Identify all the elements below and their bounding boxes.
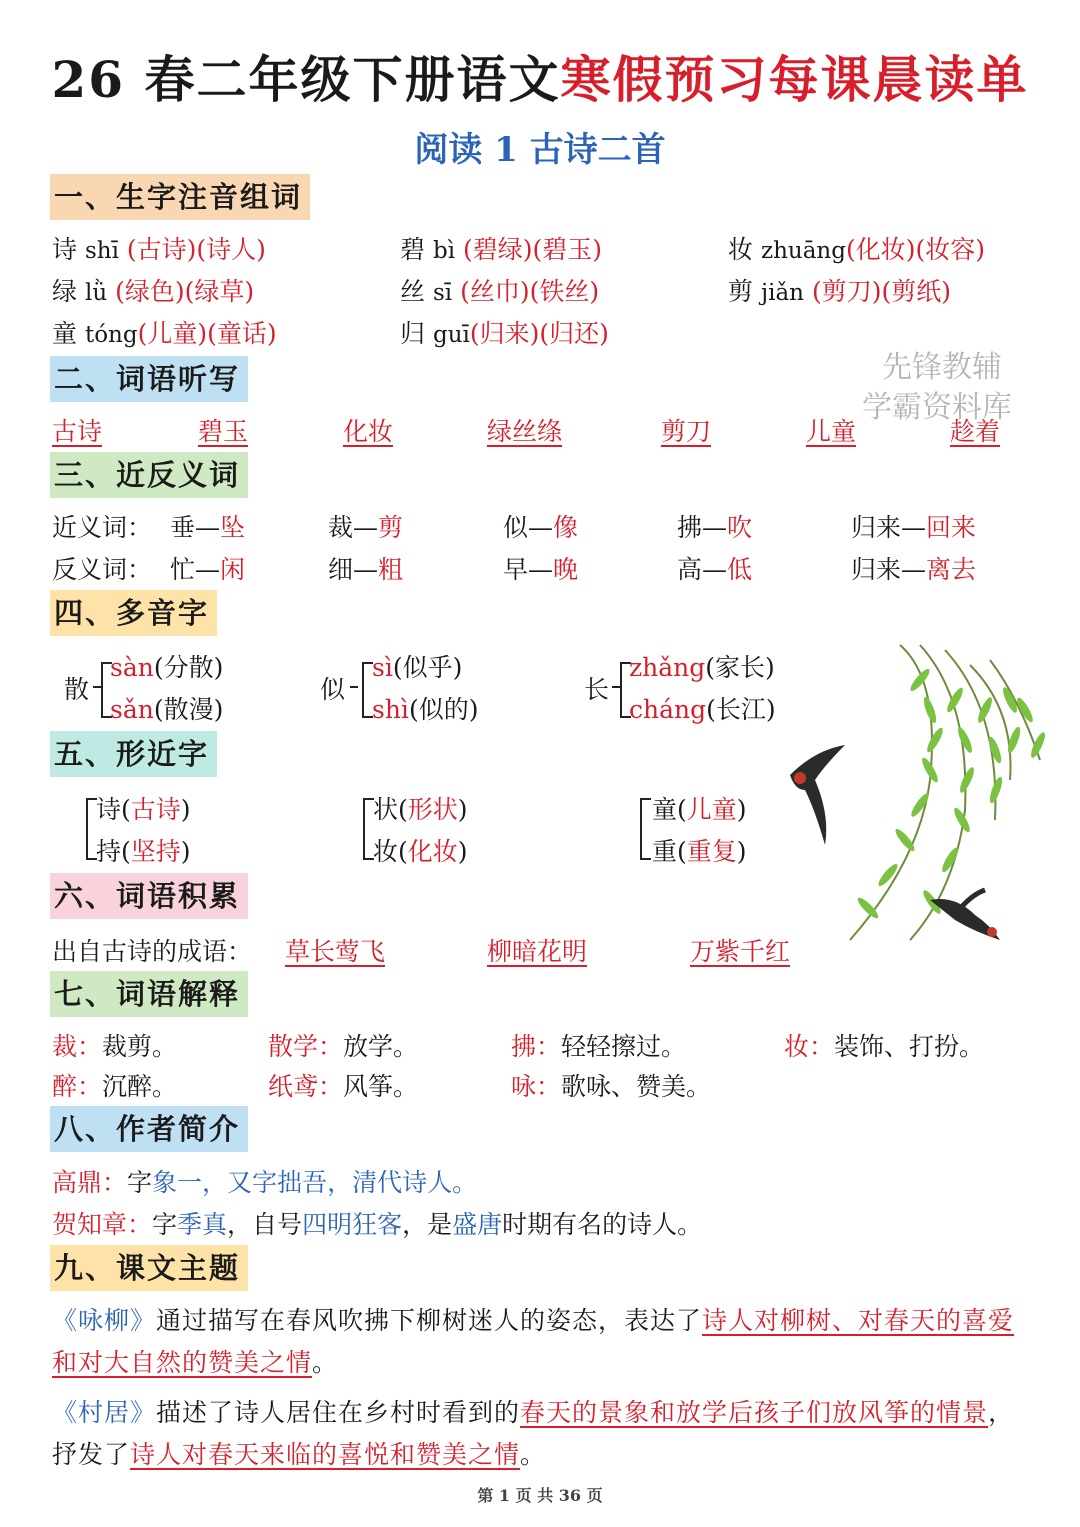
tingxie-word: 趁着: [950, 417, 1001, 446]
author-hezhizhang: 贺知章：字季真，自号四明狂客，是盛唐时期有名的诗人。: [52, 1210, 703, 1239]
tingxie-word: 剪刀: [661, 417, 712, 446]
duoyin-reading: cháng(长江): [629, 695, 776, 724]
section-2-heading: 二、词语听写: [50, 356, 248, 402]
page-number: 第 1 页 共 36 页: [477, 1486, 603, 1505]
section-5-heading: 五、形近字: [50, 731, 217, 777]
section-4-heading: 四、多音字: [50, 590, 217, 636]
chengyu-item: 柳暗花明: [487, 937, 588, 966]
section-8-heading: 八、作者简介: [50, 1106, 248, 1152]
chengyu-item: 万紫千红: [690, 937, 791, 966]
duoyin-reading: sàn(分散): [110, 653, 224, 682]
fanyi-pair: 忙—闲: [170, 555, 246, 584]
jieshi-item: 醉：沉醉。: [52, 1072, 178, 1101]
jilei-label: 出自古诗的成语：: [52, 937, 253, 966]
shengzi-item: 绿 lǜ (绿色)(绿草): [52, 277, 255, 306]
duoyin-reading: zhǎng(家长): [629, 653, 775, 682]
xingjin-item: 重(重复): [652, 837, 747, 866]
tingxie-word: 古诗: [52, 417, 103, 446]
section-6-heading: 六、词语积累: [50, 873, 248, 919]
theme-yongliu: 《咏柳》通过描写在春风吹拂下柳树迷人的姿态，表达了诗人对柳树、对春天的喜爱和对大自然的赞美之情。: [52, 1306, 1015, 1377]
xingjin-item: 状(形状): [373, 795, 468, 824]
shengzi-item: 诗 shī (古诗)(诗人): [52, 235, 266, 264]
tingxie-word: 儿童: [806, 417, 857, 446]
theme-cunju: 《村居》描述了诗人居住在乡村时看到的春天的景象和放学后孩子们放风筝的情景，抒发了诗人对春天来临的喜悦和赞美之情。: [52, 1398, 1015, 1469]
jieshi-item: 咏：歌咏、赞美。: [511, 1072, 712, 1101]
swallow-icon: [930, 890, 1000, 940]
swallow-icon: [790, 745, 845, 845]
jieshi-item: 拂：轻轻擦过。: [511, 1032, 687, 1061]
duoyin-reading: sǎn(散漫): [110, 695, 224, 724]
duoyin-reading: shì(似的): [372, 695, 479, 724]
page-title: [0, 40, 1080, 112]
shengzi-item: 丝 sī (丝巾)(铁丝): [400, 277, 600, 306]
xingjin-item: 持(坚持): [96, 837, 191, 866]
title-black: 26 春二年级下册语文: [51, 50, 561, 109]
jinyi-pair: 拂—吹: [677, 513, 753, 542]
watermark-line2: 学霸资料库: [862, 390, 1012, 425]
jieshi-item: 散学：放学。: [268, 1032, 419, 1061]
tingxie-word: 绿丝绦: [487, 417, 563, 446]
chengyu-item: 草长莺飞: [285, 937, 386, 966]
duoyin-char: 散: [64, 675, 90, 704]
shengzi-item: 碧 bì (碧绿)(碧玉): [400, 235, 603, 264]
duoyin-char: 长: [584, 675, 610, 704]
shengzi-item: 剪 jiǎn (剪刀)(剪纸): [728, 277, 951, 306]
duoyin-char: 似: [320, 675, 346, 704]
jieshi-item: 裁：裁剪。: [52, 1032, 178, 1061]
section-3-heading: 三、近反义词: [50, 452, 248, 498]
fanyi-label: 反义词：: [52, 555, 153, 584]
shengzi-item: 妆 zhuāng(化妆)(妆容): [728, 235, 985, 264]
title-red: 寒假预习每课晨读单: [560, 50, 1029, 109]
fanyi-pair: 归来—离去: [851, 555, 977, 584]
jinyi-pair: 似—像: [503, 513, 579, 542]
tingxie-word: 碧玉: [198, 417, 249, 446]
fanyi-pair: 细—粗: [328, 555, 404, 584]
section-1-heading: 一、生字注音组词: [50, 174, 310, 220]
jinyi-pair: 垂—坠: [170, 513, 246, 542]
jinyi-label: 近义词：: [52, 513, 153, 542]
jieshi-item: 纸鸢：风筝。: [268, 1072, 419, 1101]
jinyi-pair: 归来—回来: [851, 513, 977, 542]
duoyin-reading: sì(似乎): [372, 653, 463, 682]
jieshi-item: 妆：装饰、打扮。: [784, 1032, 985, 1061]
xingjin-item: 妆(化妆): [373, 837, 468, 866]
section-7-heading: 七、词语解释: [50, 971, 248, 1017]
shengzi-item: 归 guī(归来)(归还): [400, 319, 609, 348]
page-subtitle: 阅读 1 古诗二首: [414, 130, 666, 170]
tingxie-word: 化妆: [343, 417, 394, 446]
fanyi-pair: 早—晚: [503, 555, 579, 584]
xingjin-item: 童(儿童): [652, 795, 747, 824]
author-gaoding: 高鼎：字象一，又字拙吾，清代诗人。: [52, 1168, 478, 1197]
watermark-line1: 先锋教辅: [882, 350, 1002, 385]
jinyi-pair: 裁—剪: [328, 513, 404, 542]
shengzi-item: 童 tóng(儿童)(童话): [52, 319, 277, 348]
willow-swallow-illustration: [770, 640, 1070, 960]
fanyi-pair: 高—低: [677, 555, 753, 584]
section-9-heading: 九、课文主题: [50, 1245, 248, 1291]
xingjin-item: 诗(古诗): [96, 795, 191, 824]
